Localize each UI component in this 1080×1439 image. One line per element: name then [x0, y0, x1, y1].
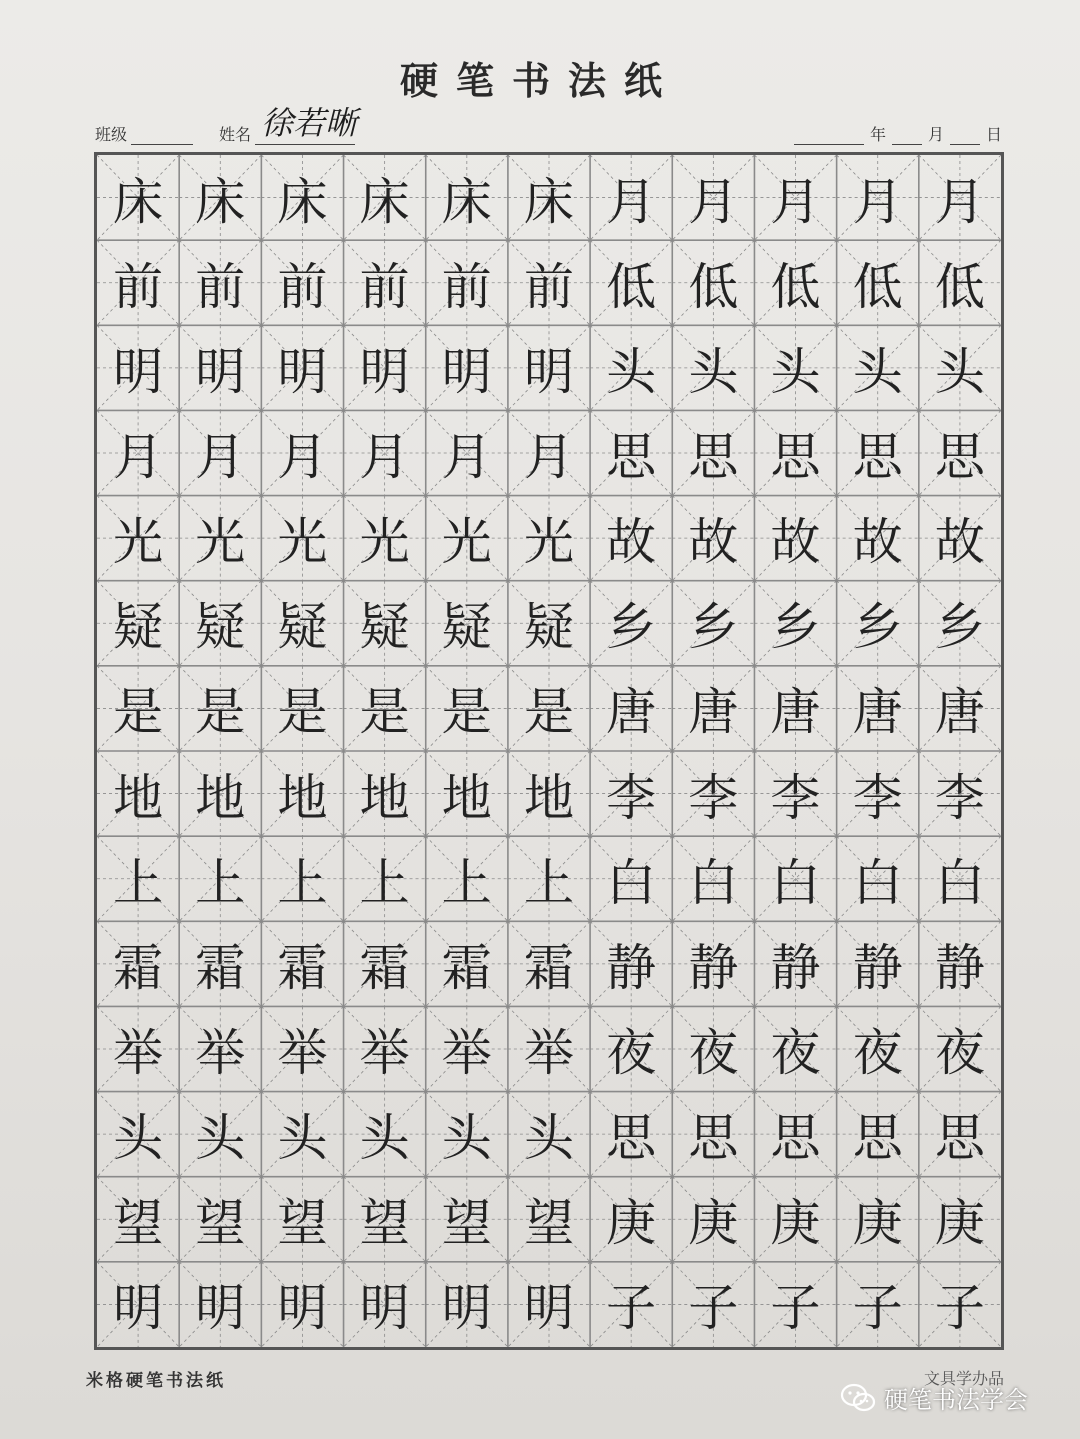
grid-char: 白 [934, 853, 985, 912]
grid-char: 庚 [688, 1194, 739, 1253]
grid-char: 静 [770, 938, 821, 997]
grid-char: 床 [359, 172, 410, 231]
grid-char: 举 [523, 1023, 574, 1082]
grid-char: 明 [277, 1279, 328, 1338]
footer-brand: 文具学办品 [923, 1369, 1004, 1388]
grid-char: 庚 [606, 1194, 657, 1253]
grid-char: 乡 [688, 598, 739, 657]
year-label: 年 [869, 125, 886, 144]
grid-char: 乡 [934, 598, 985, 657]
class-blank [131, 124, 193, 145]
grid-char: 夜 [852, 1023, 903, 1082]
grid-char: 思 [688, 1109, 739, 1168]
grid-char: 前 [359, 257, 410, 316]
wechat-icon [840, 1383, 876, 1413]
grid-char: 光 [523, 513, 574, 572]
grid-char: 前 [277, 257, 328, 316]
grid-char: 明 [523, 342, 574, 401]
grid-char: 霜 [523, 938, 574, 997]
grid-char: 地 [523, 768, 574, 827]
grid-char: 举 [195, 1023, 246, 1082]
grid-char: 头 [195, 1109, 246, 1168]
grid-char: 李 [770, 768, 821, 827]
grid-char: 头 [523, 1109, 574, 1168]
grid-char: 地 [195, 768, 246, 827]
month-label: 月 [927, 125, 944, 144]
grid-char: 思 [606, 1109, 657, 1168]
grid-char: 霜 [277, 938, 328, 997]
grid-char: 思 [852, 427, 903, 486]
grid-char: 是 [523, 683, 574, 742]
grid-char: 月 [523, 427, 574, 486]
grid-char: 李 [852, 768, 903, 827]
footer-label: 米格硬笔书法纸 [86, 1371, 226, 1391]
grid-char: 故 [852, 513, 903, 572]
grid-char: 白 [688, 853, 739, 912]
grid-char: 光 [359, 513, 410, 572]
grid-char: 是 [277, 683, 328, 742]
grid-char: 望 [523, 1194, 574, 1253]
grid-char: 明 [195, 342, 246, 401]
grid-char: 望 [277, 1194, 328, 1253]
grid-char: 子 [688, 1279, 739, 1338]
grid-char: 月 [441, 427, 492, 486]
grid-char: 头 [770, 342, 821, 401]
grid-char: 光 [277, 513, 328, 572]
year-blank [794, 126, 864, 145]
grid-char: 是 [359, 683, 410, 742]
grid-char: 乡 [852, 598, 903, 657]
grid-char: 头 [277, 1109, 328, 1168]
grid-char: 头 [934, 342, 985, 401]
grid-char: 白 [770, 853, 821, 912]
grid-char: 望 [441, 1194, 492, 1253]
grid-char: 疑 [441, 598, 492, 657]
grid-char: 床 [441, 172, 492, 231]
grid-char: 疑 [113, 598, 164, 657]
grid-char: 明 [441, 1279, 492, 1338]
grid-char: 思 [770, 427, 821, 486]
grid-char: 李 [606, 768, 657, 827]
grid-char: 光 [441, 513, 492, 572]
grid-char: 头 [852, 342, 903, 401]
sheet-title: 硬笔书法纸 [399, 58, 680, 103]
grid-char: 静 [688, 938, 739, 997]
grid-char: 是 [195, 683, 246, 742]
grid-char: 低 [606, 257, 657, 316]
grid-char: 光 [195, 513, 246, 572]
grid-char: 举 [113, 1023, 164, 1082]
grid-char: 是 [441, 683, 492, 742]
grid-char: 霜 [195, 938, 246, 997]
grid-char: 上 [359, 853, 410, 912]
class-label: 班级 [95, 125, 128, 144]
grid-char: 床 [277, 172, 328, 231]
grid-char: 头 [606, 342, 657, 401]
grid-char: 疑 [195, 598, 246, 657]
grid-char: 前 [113, 257, 164, 316]
grid-char: 明 [195, 1279, 246, 1338]
grid-char: 月 [277, 427, 328, 486]
grid-char: 李 [934, 768, 985, 827]
grid-char: 李 [688, 768, 739, 827]
grid-char: 月 [688, 172, 739, 231]
watermark [840, 1380, 1028, 1415]
grid-char: 望 [113, 1194, 164, 1253]
grid-char: 床 [113, 172, 164, 231]
grid-char: 唐 [852, 683, 903, 742]
grid-char: 前 [441, 257, 492, 316]
grid-char: 月 [359, 427, 410, 486]
grid-char: 前 [523, 257, 574, 316]
grid-char: 明 [523, 1279, 574, 1338]
grid-char: 月 [195, 427, 246, 486]
grid-char: 地 [441, 768, 492, 827]
grid-char: 光 [113, 513, 164, 572]
grid-char: 望 [359, 1194, 410, 1253]
grid-char: 地 [113, 768, 164, 827]
grid-char: 是 [113, 683, 164, 742]
grid-char: 夜 [688, 1023, 739, 1082]
grid-char: 举 [359, 1023, 410, 1082]
grid-char: 子 [934, 1279, 985, 1338]
grid-char: 夜 [606, 1023, 657, 1082]
grid-char: 月 [113, 427, 164, 486]
grid-char: 月 [606, 172, 657, 231]
grid-char: 头 [359, 1109, 410, 1168]
grid-char: 静 [852, 938, 903, 997]
grid-char: 唐 [688, 683, 739, 742]
grid-char: 举 [441, 1023, 492, 1082]
grid-char: 故 [770, 513, 821, 572]
grid-char: 白 [606, 853, 657, 912]
watermark-text: 硬笔书法学会 [884, 1386, 1028, 1414]
grid-char: 思 [934, 1109, 985, 1168]
grid-char: 思 [606, 427, 657, 486]
grid-char: 上 [195, 853, 246, 912]
grid-char: 霜 [113, 938, 164, 997]
grid-char: 上 [277, 853, 328, 912]
grid-char: 明 [359, 1279, 410, 1338]
grid-char: 地 [359, 768, 410, 827]
grid-char: 霜 [359, 938, 410, 997]
grid-char: 子 [852, 1279, 903, 1338]
grid-char: 上 [113, 853, 164, 912]
grid-char: 明 [277, 342, 328, 401]
day-label: 日 [985, 125, 1002, 144]
grid-char: 头 [688, 342, 739, 401]
grid-char: 头 [113, 1109, 164, 1168]
grid-char: 静 [934, 938, 985, 997]
grid-char: 举 [277, 1023, 328, 1082]
grid-char: 疑 [359, 598, 410, 657]
grid-char: 前 [195, 257, 246, 316]
grid-char: 明 [441, 342, 492, 401]
grid-char: 低 [934, 257, 985, 316]
grid-char: 明 [359, 342, 410, 401]
grid-char: 子 [770, 1279, 821, 1338]
grid-char: 故 [688, 513, 739, 572]
grid-char: 明 [113, 342, 164, 401]
grid-char: 月 [770, 172, 821, 231]
grid-char: 思 [688, 427, 739, 486]
grid-char: 静 [606, 938, 657, 997]
grid-char: 唐 [934, 683, 985, 742]
month-blank [892, 126, 922, 145]
grid-char: 唐 [606, 683, 657, 742]
name-blank [255, 104, 358, 145]
handwritten-name: 徐若晰 [261, 104, 358, 142]
grid-char: 庚 [934, 1194, 985, 1253]
grid-char: 低 [852, 257, 903, 316]
grid-char: 故 [934, 513, 985, 572]
grid-char: 思 [770, 1109, 821, 1168]
grid-char: 思 [934, 427, 985, 486]
mi-grid [94, 152, 1004, 1350]
grid-char: 故 [606, 513, 657, 572]
grid-char: 月 [934, 172, 985, 231]
grid-char: 庚 [770, 1194, 821, 1253]
grid-char: 低 [688, 257, 739, 316]
grid-char: 白 [852, 853, 903, 912]
grid-char: 明 [113, 1279, 164, 1338]
grid-char: 乡 [606, 598, 657, 657]
grid-char: 疑 [523, 598, 574, 657]
date-info [788, 122, 1002, 145]
grid-char: 夜 [934, 1023, 985, 1082]
grid-char: 月 [852, 172, 903, 231]
grid-char: 疑 [277, 598, 328, 657]
grid-char: 思 [852, 1109, 903, 1168]
grid-char: 低 [770, 257, 821, 316]
grid-char: 子 [606, 1279, 657, 1338]
grid-char: 望 [195, 1194, 246, 1253]
grid-char: 乡 [770, 598, 821, 657]
grid-char: 地 [277, 768, 328, 827]
day-blank [950, 126, 980, 145]
grid-char: 夜 [770, 1023, 821, 1082]
grid-char: 唐 [770, 683, 821, 742]
grid-char: 上 [523, 853, 574, 912]
student-info [95, 104, 381, 145]
grid-char: 霜 [441, 938, 492, 997]
name-label: 姓名 [219, 125, 252, 144]
grid-char: 上 [441, 853, 492, 912]
grid-char: 床 [195, 172, 246, 231]
grid-char: 床 [523, 172, 574, 231]
grid-char: 头 [441, 1109, 492, 1168]
grid-char: 庚 [852, 1194, 903, 1253]
